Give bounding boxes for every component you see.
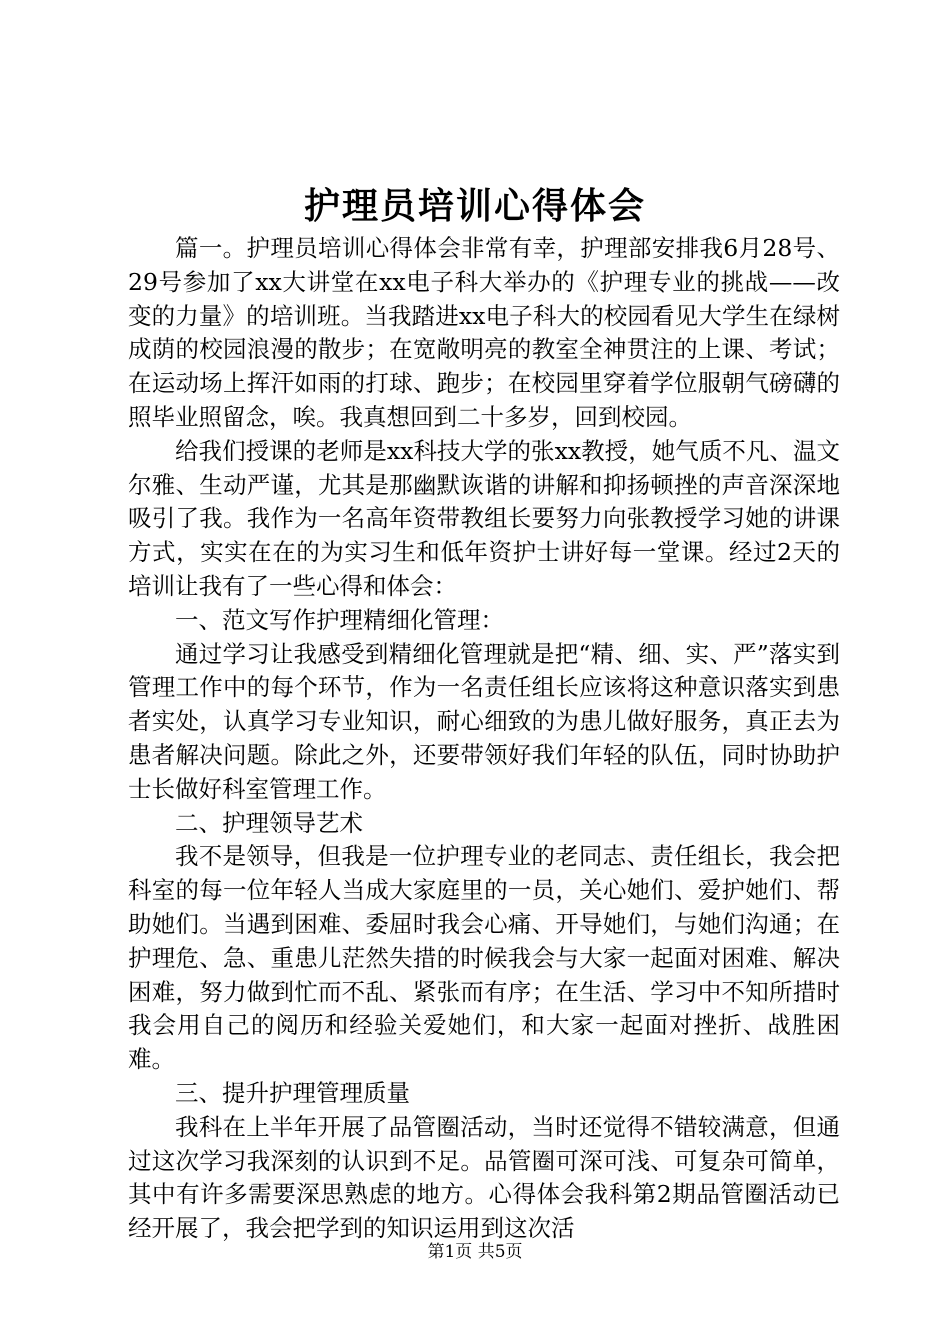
document-title: 护理员培训心得体会: [303, 185, 646, 227]
section-heading-3: 三、提升护理管理质量: [175, 1078, 410, 1107]
paragraph-teacher: 给我们授课的老师是xx科技大学的张xx教授，她气质不凡、温文尔雅、生动严谨，尤其是那幽默诙谐的讲解和抑扬顿挫的声音深深地吸引了我。我作为一名高年资带教组长要努力向张教授学习她的讲课方式，实实在在的为实习生和低年资护士讲好每一堂课。经过2天的培训让我有了一些心得和体会：: [128, 436, 840, 600]
document-body: [128, 232, 840, 1246]
section-heading-1: 一、范文写作护理精细化管理：: [175, 605, 504, 634]
page-number-footer: 第1页 共5页: [427, 1242, 523, 1262]
section-heading-2: 二、护理领导艺术: [175, 808, 363, 837]
paragraph-leadership: 我不是领导，但我是一位护理专业的老同志、责任组长，我会把科室的每一位年轻人当成大家庭里的一员，关心她们、爱护她们、帮助她们。当遇到困难、委屈时我会心痛、开导她们，与她们沟通；在护理危、急、重患儿茫然失措的时候我会与大家一起面对困难、解决困难，努力做到忙而不乱、紧张而有序；在生活、学习中不知所措时我会用自己的阅历和经验关爱她们，和大家一起面对挫折、战胜困难。: [128, 842, 840, 1074]
paragraph-refined-management: 通过学习让我感受到精细化管理就是把“精、细、实、严”落实到管理工作中的每个环节，作为一名责任组长应该将这种意识落实到患者实处，认真学习专业知识，耐心细致的为患儿做好服务，真正去为患者解决问题。除此之外，还要带领好我们年轻的队伍，同时协助护士长做好科室管理工作。: [128, 639, 840, 803]
paragraph-quality: 我科在上半年开展了品管圈活动，当时还觉得不错较满意，但通过这次学习我深刻的认识到不足。品管圈可深可浅、可复杂可简单，其中有许多需要深思熟虑的地方。心得体会我科第2期品管圈活动已经开展了，我会把学到的知识运用到这次活: [128, 1112, 840, 1243]
paragraph-intro: 篇一。护理员培训心得体会非常有幸，护理部安排我6月28号、29号参加了xx大讲堂在xx电子科大举办的《护理专业的挑战——改变的力量》的培训班。当我踏进xx电子科大的校园看见大学生在绿树成荫的校园浪漫的散步；在宽敞明亮的教室全神贯注的上课、考试；在运动场上挥汗如雨的打球、跑步；在校园里穿着学位服朝气磅礴的照毕业照留念，唉。我真想回到二十多岁，回到校园。: [128, 234, 840, 431]
